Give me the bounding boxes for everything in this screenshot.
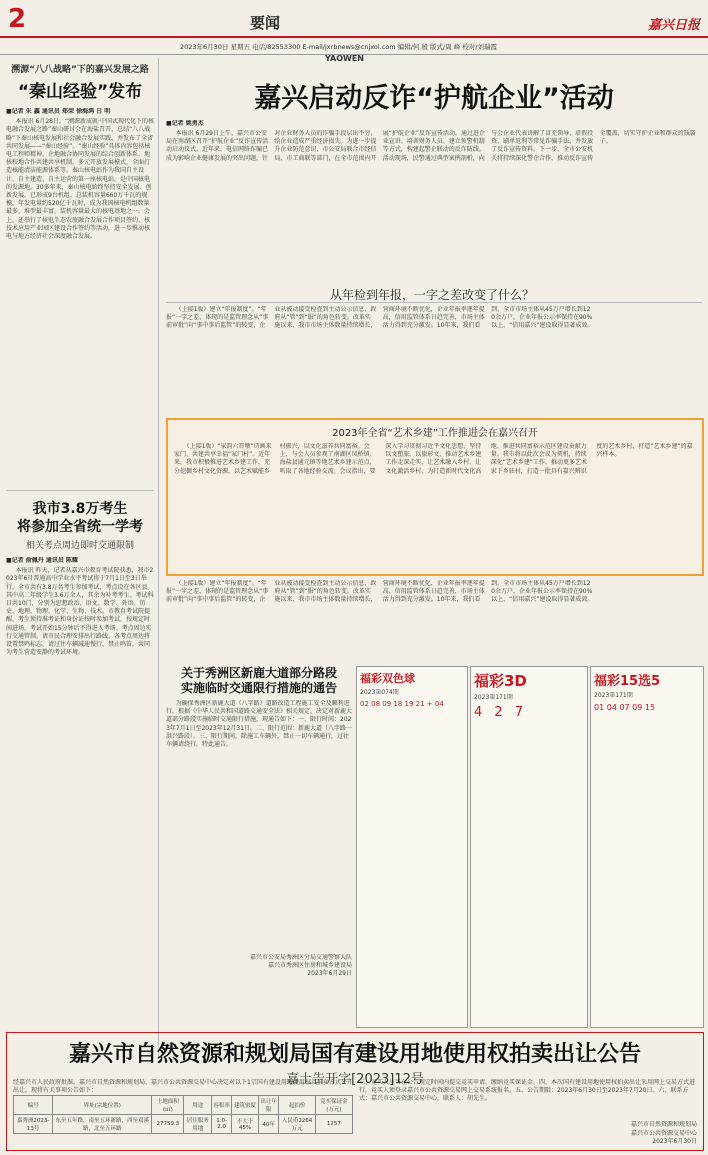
exam-title: 我市3.8万考生 将参加全省统一学考: [17, 501, 143, 535]
exam-body-text: 本报讯 昨天，记者从嘉兴市教育考试院获悉，我市2023年6月普通高中学业水平考试将于7月1日至3日举行，全市共有3.8万名考生参加考试，考点设在各区县。其中高二年级学生3.6万余人，其余为补考考生。考试科目共10门，分别为思想政治、语文、数学、外语、历史、地理、物理、化学、生物、技术。市教育考试院提醒，考生须持准考证和身份证按时参加考试，按规定时间进场，考试开始15分钟后不得进入考场。考点周边实行交通管制，请市民合理安排出行路线。各考点周边将设置禁鸣标志，请过往车辆减速慢行、禁止鸣笛，共同为考生营造安静的考试环境。: [6, 567, 154, 657]
ssq-title: 福彩双色球: [360, 672, 415, 685]
table-cell: 27759.3: [152, 1115, 184, 1134]
table-header: 起拍价: [279, 1096, 315, 1115]
lead-body-text: 本报讯 6月29日上午，嘉兴市公安局在南湖区召开“护航企业”反诈宣传活动启动仪式。近年来，电信网络诈骗已成为影响企业健康发展的突出问题，针对企业财务人员的诈骗手段层出不穷，给企业造成严重经济损失。为进一步提升企业防范意识，市公安局联合市经信局、市工商联等部门，在全市范围内开展“护航企业”反诈宣传活动，通过进企业宣讲、培训财务人员、建立预警机制等方式，构建起警企联动的反诈防线。活动现场，民警通过典型案例剖析，向与会企业代表讲解了冒充领导、虚假投资、刷单返利等常见诈骗手法，并发放了反诈宣传资料。下一步，全市公安机关将持续深化警企合作，推动反诈宣传全覆盖，切实守护企业和群众的钱袋子。: [166, 130, 696, 162]
auction-right-text: 三、竞买人应当在公告规定时间内提交竞买申请，缴纳竞买保证金。四、本次国有建设用地使用权拍卖出让采用网上交易方式进行，竞买人须登录嘉兴市公共资源交易网上交易系统报名。五、公告期限：2023年6月30日至2023年7月20日。六、联系方式：嘉兴市公共资源交易中心，联系人：胡先生。: [359, 1079, 696, 1103]
left-byline: ■记者 朱 鑫 通讯员 郑荣 徐海鸿 日 明: [6, 108, 111, 115]
left-title: “秦山经验”发布: [17, 82, 143, 102]
feature-rule: [166, 302, 702, 303]
lead-title: 嘉兴启动反诈“护航企业”活动: [254, 83, 614, 114]
feature-title: 从年检到年报，一字之差改变了什么？: [330, 288, 535, 302]
boxed-body: [174, 443, 696, 573]
lead-body: [166, 130, 702, 270]
lottery-15x5: [590, 666, 704, 1028]
ssq-numbers: 02 08 09 18 19 21 + 04: [360, 700, 444, 709]
table-header-row: [14, 1096, 353, 1115]
section-code: YAOWEN: [325, 54, 365, 63]
auction-subtitle: 嘉土告开字[2023]12号: [286, 1072, 424, 1087]
fc3d-issue: 2023第171期: [474, 694, 513, 701]
table-cell: 40年: [258, 1115, 279, 1134]
table-cell: 1257: [315, 1115, 352, 1134]
table-header: 建筑密度: [232, 1096, 259, 1115]
table-header: 容积率: [212, 1096, 232, 1115]
boxed-title: 2023年全省“艺术乡建”工作推进会在嘉兴召开: [332, 428, 538, 439]
qlc-numbers: 01 04 07 09 15: [594, 703, 656, 713]
table-cell: 东至五年路，南至五环新路，西至双溪路，北至五环路: [53, 1115, 152, 1134]
qlc-title: 福彩15选5: [594, 674, 661, 689]
left-divider: [6, 490, 154, 491]
auction-notice: [6, 1032, 704, 1151]
auction-intro: 经嘉兴市人民政府批准，嘉兴市自然资源和规划局、嘉兴市公共资源交易中心决定对以下1宗国有建设用地使用权以拍卖方式公开出让。现将有关事项公告如下：: [13, 1079, 353, 1095]
column-divider: [158, 58, 159, 1058]
table-header: 编号: [14, 1096, 53, 1115]
table-cell: 人民币2264万元: [279, 1115, 315, 1134]
continued-body: [166, 580, 702, 662]
header-meta: 2023年6月30日 星期五 电话/82553300 E-mail/jxrbnews@cnjxol.com 编辑/何 殷 版式/周 峰 校对/刘瑞霞: [180, 43, 498, 51]
auction-table: [13, 1095, 353, 1134]
feature-body-text: （上接1版）建立“年报制度”。“年报”一字之差，体现的是监管理念从“事前审批”向“事中事后监管”的转变，企业从被动接受检查到主动公示信息，政府从“管”到“服”的角色转变。改革实施以来，我市市场主体数量持续增长，营商环境不断优化，企业年报率逐年提高，信用监管体系日趋完善，市场主体活力得到充分激发。10年来，我们看到，全市市场主体从45万户增长到120余万户，企业年报公示率保持在90%以上，“信用嘉兴”建设取得显著成效。: [166, 306, 594, 330]
newspaper-logo: 嘉兴日报: [647, 18, 700, 33]
table-row: [14, 1115, 353, 1134]
lead-byline: ■记者 姚勇杰: [166, 120, 204, 127]
boxed-article: [166, 418, 704, 576]
lottery-3d: [470, 666, 588, 1028]
continued-body-text: （上接1版）建立“年报制度”。“年报”一字之差，体现的是监管理念从“事前审批”向“事中事后监管”的转变，企业从被动接受检查到主动公示信息，政府从“管”到“服”的角色转变。改革实施以来，我市市场主体数量持续增长，营商环境不断优化，企业年报率逐年提高，信用监管体系日趋完善，市场主体活力得到充分激发。10年来，我们看到，全市市场主体从45万户增长到120余万户，企业年报公示率保持在90%以上，“信用嘉兴”建设取得显著成效。: [166, 580, 594, 604]
table-cell: 1.0-2.0: [212, 1115, 232, 1134]
notice-signer: 嘉兴市公安局秀洲区分局交通警察大队 嘉兴市秀洲区住房和城乡建设局 2023年6月29日: [249, 954, 352, 978]
left-article: [6, 62, 154, 458]
ssq-issue: 2023第074期: [360, 689, 399, 696]
table-cell: 居住服务用地: [184, 1115, 212, 1134]
notice-title: 关于秀洲区新鹿大道部分路段 实施临时交通限行措施的通告: [180, 666, 337, 695]
feature-body: [166, 306, 702, 414]
left-body: [6, 118, 154, 458]
lottery-ssq: [356, 666, 468, 1028]
boxed-body-text: （上接1版）“家韵六晋墩”诗画来家门、共建共享幸福“家门村”。近年来，我市积极推进艺术乡建工作，充分挖掘乡村文化资源，以艺术赋能乡村振兴，以文化滋养共同富裕。会上，与会人员参观了南湖区凤桥镇、海盐县通元镇等地艺术乡建示范点，听取了各地经验交流。会议指出，要深入学习贯彻习近平文化思想，坚持以文塑旅、以旅彰文，推动艺术乡建工作走深走实，让艺术融入乡村、让文化激活乡村，为打造新时代文化高地、推进共同富裕示范区建设贡献力量。我市将以此次会议为契机，持续深化“艺术乡建”工作，推动更多艺术家下乡驻村，打造一批具有嘉兴辨识度的艺术乡村，打造“艺术乡建”的嘉兴样本。: [174, 443, 693, 475]
exam-byline: ■记者 俞佩丹 通讯员 陈耀: [6, 557, 78, 564]
table-cell: 不大于45%: [232, 1115, 259, 1134]
table-header: 土地面积(㎡): [152, 1096, 184, 1115]
table-header: 用途: [184, 1096, 212, 1115]
section-title: 要闻: [250, 14, 281, 32]
exam-subtitle: 相关考点周边即时交通限制: [25, 541, 134, 551]
traffic-notice: [166, 666, 352, 1028]
left-kicker: 溯源“八八战略”下的嘉兴发展之路: [11, 65, 149, 75]
notice-body: [166, 700, 352, 950]
table-header: 出让年限: [258, 1096, 279, 1115]
header-divider: [0, 36, 708, 38]
table-header: 竞买保证金(万元): [315, 1096, 352, 1115]
auction-signer: 嘉兴市自然资源和规划局 嘉兴市公共资源交易中心 2023年6月30日: [630, 1121, 697, 1145]
page-number: 2: [8, 4, 27, 34]
qlc-issue: 2023第171期: [594, 692, 633, 699]
table-cell: 嘉秀洲2023-13号: [14, 1115, 53, 1134]
exam-article: [6, 500, 154, 1122]
fc3d-numbers: 4 2 7: [474, 705, 528, 721]
left-body-text: 本报讯 6月28日，“溯源新成就·中国式现代化下的核电融合发展之路”秦山研讨会在海盐召开，总结“八八战略”下秦山核电发展和社会融合发展实践，并发布了全省共同发展——“秦山经验”。“秦山经验”具体内容包括核电工程师精神、企地融合协同发展的综合创新体系，地核校地合作共建共享机制，多元开放发展模式，全面打造核能清洁能源体系等。秦山核电站作为我国自主设计、自主建造、自主运营的第一座核电站，是中国核电的发源地。30多年来，秦山核电始终坚持安全发展、创新发展，已形成9台机组、总装机容量660万千瓦的规模，年发电量约520亿千瓦时，成为我国核电机组数量最多、堆型最丰富、装机容量最大的核电基地之一。会上，还举行了核电生态农旅融合发展合作项目签约、核技术应用产业园区建设合作签约等活动，进一步推动核电与地方经济社会深度融合发展。: [6, 118, 154, 241]
table-header: 界址(宗地位置): [53, 1096, 152, 1115]
auction-title: 嘉兴市自然资源和规划局国有建设用地使用权拍卖出让公告: [68, 1042, 641, 1067]
fc3d-title: 福彩3D: [474, 672, 527, 690]
notice-body-text: 为确保秀洲区新鹿大道（八字路）道路改造工程施工安全及顺利进行，根据《中华人民共和国道路交通安全法》相关规定，决定对新鹿大道部分路段实施临时交通限行措施，现通告如下：一、限行时间：2023年7月1日至2023年12月31日。二、限行范围：新鹿大道（八字路一洪兴路段）。三、限行期间，除施工车辆外，禁止一切车辆通行，过往车辆请绕行。特此通告。: [166, 700, 352, 749]
